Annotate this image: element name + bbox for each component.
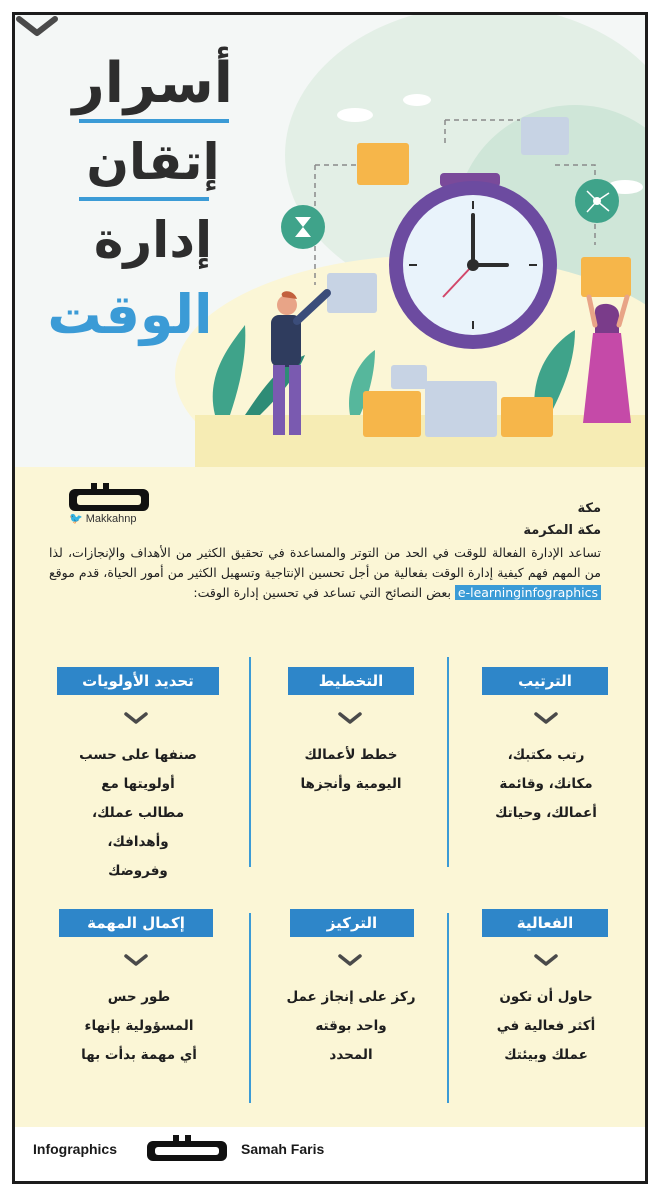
title-line-3: إدارة	[93, 211, 213, 269]
intro-paragraph	[49, 543, 601, 603]
chevron-down-icon	[123, 711, 149, 725]
infographic-frame	[12, 12, 648, 1184]
tip-heading-organizing: الترتيب	[482, 667, 608, 695]
intro-text-after: بعض النصائح التي تساعد في تحسين إدارة الوقت:	[193, 585, 451, 600]
tip-heading-focus: التركيز	[290, 909, 414, 937]
city-label: مكة	[577, 501, 601, 516]
intro-text-before: تساعد الإدارة الفعالة للوقت في الحد من التوتر والمساعدة في تحقيق الكثير من الأهداف والإنجازات، لذا من المهم فهم كيفية إدارة الوقت بفعالية من أجل تحسين الإنتاجية وتسهيل الكثير من أمور الحياة، قدم موقع	[49, 545, 601, 580]
chevron-down-icon	[337, 953, 363, 967]
column-divider	[447, 913, 449, 1103]
tip-heading-prioritizing: تحديد الأولويات	[57, 667, 219, 695]
title-underline-1	[79, 119, 229, 123]
tip-body-completion: طور حس المسؤولية بإنهاء أي مهمة بدأت بها	[81, 989, 197, 1063]
chevron-down-icon	[533, 711, 559, 725]
footer-infographics-label: Infographics	[33, 1141, 118, 1157]
tip-heading-planning: التخطيط	[288, 667, 414, 695]
handle-text: Makkahnp	[85, 513, 137, 525]
tip-heading-effectiveness: الفعالية	[482, 909, 608, 937]
column-divider	[447, 657, 449, 867]
column-divider	[249, 913, 251, 1103]
title-line-4: الوقت	[47, 283, 213, 346]
tip-body-prioritizing: صنفها على حسب أولويتها مع مطالب عملك، وأهدافك، وفروضك	[79, 747, 197, 879]
tip-body-effectiveness: حاول أن تكون أكثر فعالية في عملك وبيئتك	[496, 989, 596, 1063]
tip-body-organizing: رتب مكتبك، مكانك، وقائمة أعمالك، وحياتك	[495, 747, 597, 821]
tip-heading-completion: إكمال المهمة	[59, 909, 213, 937]
region-label: مكة المكرمة	[523, 523, 601, 538]
chevron-down-icon	[337, 711, 363, 725]
title-line-2: إتقان	[86, 133, 220, 191]
chevron-down-icon	[15, 15, 59, 37]
footer-makkah-logo	[143, 1133, 235, 1167]
hero-illustration	[15, 15, 645, 467]
title-underline-2	[79, 197, 209, 201]
chevron-down-icon	[533, 953, 559, 967]
tip-body-focus: ركز على إنجاز عمل واحد بوقته المحدد	[286, 989, 416, 1063]
twitter-handle	[69, 512, 137, 525]
column-divider	[249, 657, 251, 867]
footer-author: Samah Faris	[241, 1141, 325, 1157]
chevron-down-icon	[123, 953, 149, 967]
title-line-1: أسرار	[72, 51, 233, 116]
twitter-icon: 🐦	[69, 513, 83, 525]
tip-body-planning: خطط لأعمالك اليومية وأنجزها	[300, 747, 402, 792]
footer	[15, 1127, 645, 1181]
source-website-highlight: e-learninginfographics	[455, 585, 601, 600]
